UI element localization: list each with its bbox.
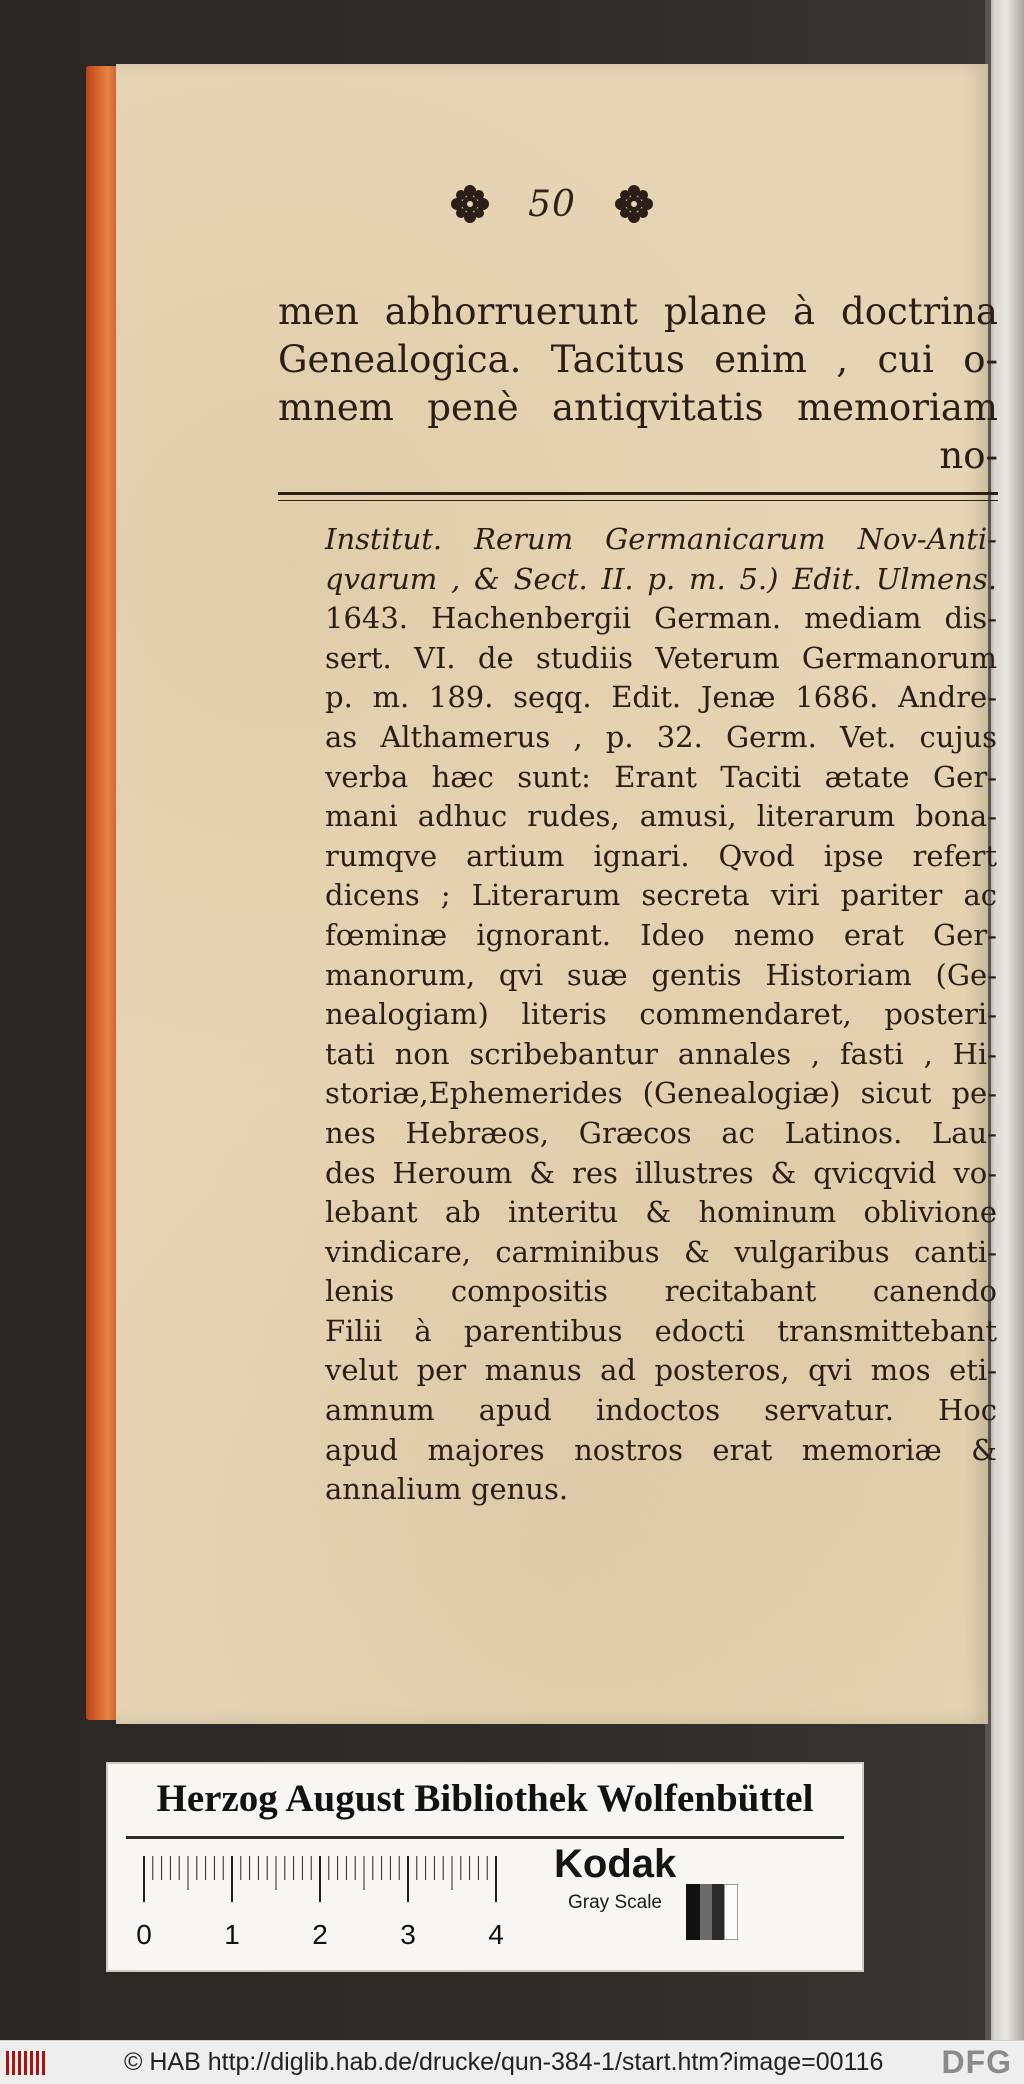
kodak-logo: Kodak xyxy=(554,1842,677,1886)
footnote-line: as Althamerus , p. 32. Germ. Vet. cujus xyxy=(325,719,997,754)
footnote-line: qvarum , & Sect. II. p. m. 5.) Edit. Ulmens. xyxy=(325,561,997,596)
fleuron-right-icon xyxy=(614,184,654,224)
main-text-line: Genealogica. Tacitus enim , cui o- xyxy=(278,338,998,381)
footnote-line: mani adhuc rudes, amusi, literarum bona- xyxy=(325,799,997,834)
card-rule xyxy=(126,1836,844,1839)
footnote-line: tati non scribebantur annales , fasti , Hi- xyxy=(325,1036,997,1071)
fleuron-left-icon xyxy=(450,184,490,224)
main-text-line: mnem penè antiqvitatis memoriam xyxy=(278,386,998,429)
hab-logo-icon xyxy=(6,2049,48,2077)
footer-copyright-link[interactable]: © HAB http://diglib.hab.de/drucke/qun-384-1/start.htm?image=00116 xyxy=(124,2048,884,2076)
ruler-number: 0 xyxy=(136,1919,152,1950)
footer-bar xyxy=(0,2040,1024,2084)
gray-scale-patch xyxy=(686,1884,738,1940)
footnote-line: vindicare, carminibus & vulgaribus canti- xyxy=(325,1234,997,1269)
ruler-number: 4 xyxy=(488,1919,504,1950)
dfg-logo: DFG xyxy=(941,2044,1012,2080)
ruler-scale xyxy=(136,1850,536,1960)
footnote-line: nes Hebræos, Græcos ac Latinos. Lau- xyxy=(325,1115,997,1150)
footnote-line: nealogiam) literis commendaret, posteri- xyxy=(325,997,997,1032)
footnote-line: fœminæ ignorant. Ideo nemo erat Ger- xyxy=(325,917,997,952)
main-text-block xyxy=(278,288,998,480)
footnote-line: 1643. Hachenbergii German. mediam dis- xyxy=(325,601,997,636)
footnote-line: p. m. 189. seqq. Edit. Jenæ 1686. Andre- xyxy=(325,680,997,715)
footnote-line: Institut. Rerum Germanicarum Nov-Anti- xyxy=(325,522,997,556)
footnote-line: amnum apud indoctos servatur. Hoc xyxy=(325,1393,997,1428)
footnote-line: lebant ab interitu & hominum oblivione xyxy=(325,1195,997,1230)
ruler-number: 1 xyxy=(224,1919,240,1950)
book-page xyxy=(116,64,998,1724)
footnote-line: sert. VI. de studiis Veterum Germanorum xyxy=(325,640,997,675)
footnote-line: apud majores nostros erat memoriæ & xyxy=(325,1432,997,1467)
footnote-line: des Heroum & res illustres & qvicqvid vo- xyxy=(325,1155,997,1190)
card-title: Herzog August Bibliothek Wolfenbüttel xyxy=(156,1777,814,1820)
ruler-number: 2 xyxy=(312,1919,328,1950)
main-text-line: men abhorruerunt plane à doctrina xyxy=(278,290,998,333)
page-header xyxy=(116,164,988,244)
footnote-line: manorum, qvi suæ gentis Historiam (Ge- xyxy=(325,957,997,992)
ruler-number: 3 xyxy=(400,1919,416,1950)
library-color-card xyxy=(106,1762,864,1972)
footnote-line: lenis compositis recitabant canendo xyxy=(325,1274,997,1309)
footnote-line: annalium genus. xyxy=(325,1472,569,1507)
page-number: 50 xyxy=(528,183,576,225)
gray-scale-label: Gray Scale xyxy=(568,1892,662,1913)
footnote-line: dicens ; Literarum secreta viri pariter ac xyxy=(325,878,997,913)
red-page-edge xyxy=(86,66,120,1720)
footnote-line: storiæ,Ephemerides (Genealogiæ) sicut pe- xyxy=(325,1076,997,1111)
footnote-block xyxy=(325,520,997,1510)
footnote-line: verba hæc sunt: Erant Taciti ætate Ger- xyxy=(325,759,997,794)
footnote-line: rumqve artium ignari. Qvod ipse refert xyxy=(325,838,997,873)
footnote-line: velut per manus ad posteros, qvi mos eti- xyxy=(325,1353,997,1388)
catchword: no- xyxy=(939,434,998,477)
footnote-rule xyxy=(278,492,998,501)
footnote-line: Filii à parentibus edocti transmittebant xyxy=(325,1313,997,1348)
